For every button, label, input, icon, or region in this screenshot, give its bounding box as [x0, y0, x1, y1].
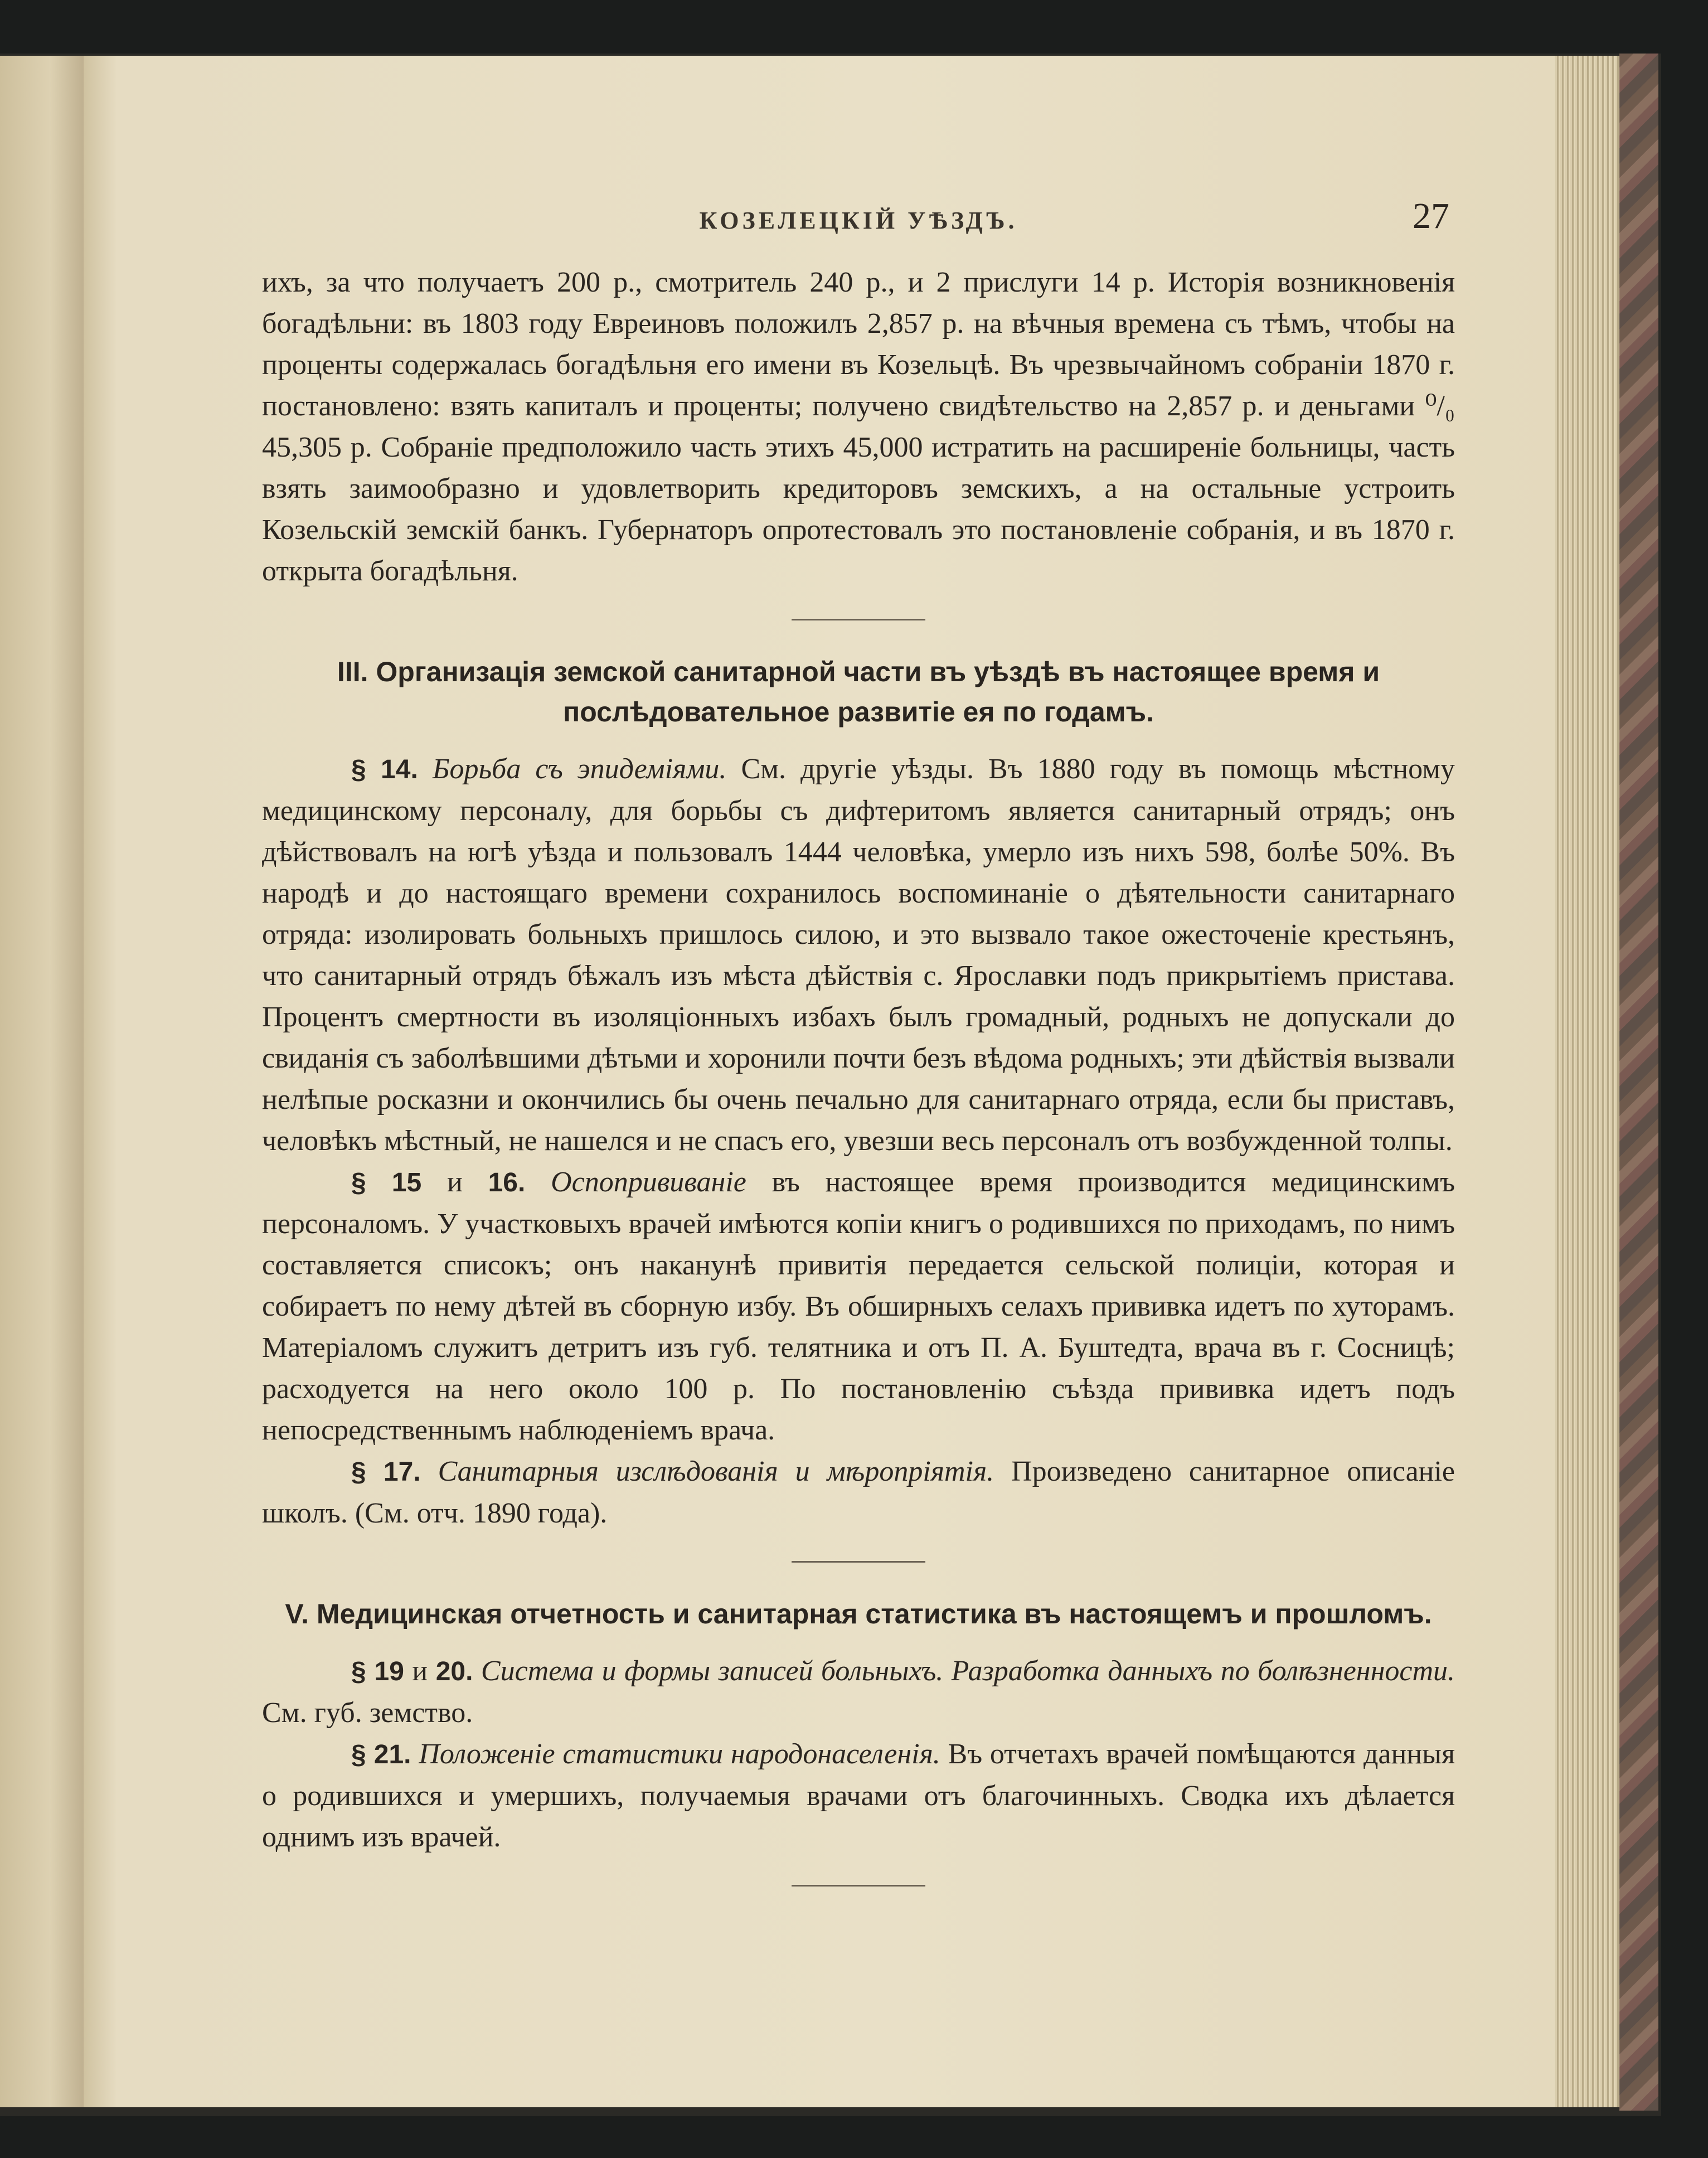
section-conjunction: и: [447, 1166, 463, 1198]
section-title: Положеніе статистики народонаселенія.: [419, 1738, 940, 1770]
section-text: Произведено санитарное описаніе школъ. (См. отч. 1890 года).: [262, 1456, 1455, 1529]
section-text: Въ отчетахъ врачей помѣщаются данныя о родившихся и умершихъ, получаемыя врачами отъ благочинныхъ. Сводка ихъ дѣлается однимъ изъ врачей.: [262, 1738, 1455, 1853]
section-number: § 15: [351, 1168, 422, 1197]
section-text: См. губ. земство.: [262, 1697, 473, 1729]
paragraph-s21: [262, 1734, 1455, 1858]
section-heading-5: V. Медицинская отчетность и санитарная статистика въ настоящемъ и прошломъ.: [285, 1598, 1432, 1630]
section-divider: [792, 1561, 925, 1563]
section-heading-3: III. Организація земской санитарной части въ уѣздѣ въ настоящее время и послѣдовательное развитіе ея по годамъ.: [337, 656, 1380, 728]
section-title: Санитарныя изслѣдованія и мѣропріятія.: [438, 1456, 994, 1487]
section-title: Система и формы записей больныхъ. Разработка данныхъ по болѣзненности.: [481, 1655, 1455, 1687]
marbled-cover-edge: [1619, 54, 1658, 2111]
body-text: [262, 262, 1455, 1918]
section-title: Борьба съ эпидеміями.: [432, 753, 727, 785]
section-divider: [792, 619, 925, 620]
section-number: 16.: [488, 1168, 526, 1197]
paragraph-s14: [262, 749, 1455, 1162]
section-title: Оспопрививаніе: [551, 1166, 746, 1198]
section-number: § 17.: [351, 1457, 421, 1487]
paragraph-s17: [262, 1451, 1455, 1534]
paragraph-s19: [262, 1651, 1455, 1734]
section-text: См. другіе уѣзды. Въ 1880 году въ помощь мѣстному медицинскому персоналу, для борьбы съ дифтеритомъ является санитарный отрядъ; онъ дѣйствовалъ на югѣ уѣзда и пользовалъ 1444 человѣка, умерло изъ нихъ 598, болѣе 50%. Въ народѣ и до настоящаго времени сохранилось воспоминаніе о дѣятельности санитарнаго отряда: изолировать больныхъ пришлось силою, и это вызвало такое ожесточеніе крестьянъ, что санитарный отрядъ бѣжалъ изъ мѣста дѣйствія с. Ярославки подъ прикрытіемъ пристава. Процентъ смертности въ изоляціонныхъ избахъ былъ громадный, родныхъ не допускали до свиданія съ заболѣвшими дѣтьми и хоронили почти безъ вѣдома родныхъ; эти дѣйствія вызвали нелѣпые росказни и окончились бы очень печально для санитарнаго отряда, если бы приставъ, человѣкъ мѣстный, не нашелся и не спасъ его, увезши весь персоналъ отъ возбужденной толпы.: [262, 753, 1455, 1157]
section-number: § 19: [351, 1657, 404, 1686]
section-text: въ настоящее время производится медицинскимъ персоналомъ. У участковыхъ врачей имѣются копіи книгъ о родившихся по приходамъ, по нимъ составляется списокъ; онъ наканунѣ привитія передается сельской полиціи, которая и собираетъ по нему дѣтей въ сборную избу. Въ обширныхъ селахъ прививка идетъ по хуторамъ. Матеріаломъ служитъ детритъ изъ губ. телятника и отъ П. А. Буштедта, врача въ г. Сосницѣ; расходуется на него около 100 р. По постановленію съѣзда прививка идетъ подъ непосредственнымъ наблюденіемъ врача.: [262, 1166, 1455, 1446]
paragraph-s15: [262, 1162, 1455, 1451]
section-number: § 14.: [351, 755, 418, 784]
section-conjunction: и: [412, 1655, 428, 1687]
paragraph-continuation: ихъ, за что получаетъ 200 р., смотритель 240 р., и 2 прислуги 14 р. Исторія возникновенія богадѣльни: въ 1803 году Евреиновъ положилъ 2,857 р. на вѣчныя времена съ тѣмъ, чтобы на проценты содержалась богадѣльня его имени въ Козельцѣ. Въ чрезвычайномъ собраніи 1870 г. постановлено: взять капиталъ и проценты; получено свидѣтельство на 2,857 р. и деньгами ⁰/₀ 45,305 р. Собраніе предположило часть этихъ 45,000 истратить на расширеніе больницы, часть взять заимообразно и удовлетворить кредиторовъ земскихъ, а на остальные устроить Козельскій земскій банкъ. Губернаторъ опротестовалъ это постановленіе собранія, и въ 1870 г. открыта богадѣльня.: [262, 266, 1455, 587]
end-divider: [792, 1885, 925, 1887]
page: [84, 56, 1555, 2107]
page-block-edge: [1555, 56, 1619, 2107]
page-number: 27: [1413, 196, 1449, 236]
running-title: КОЗЕЛЕЦКІЙ УѢЗДЪ.: [699, 207, 1018, 234]
running-head: [262, 195, 1455, 245]
section-number: 20.: [435, 1657, 473, 1686]
section-number: § 21.: [351, 1740, 411, 1769]
facing-page-edge: [0, 56, 84, 2107]
